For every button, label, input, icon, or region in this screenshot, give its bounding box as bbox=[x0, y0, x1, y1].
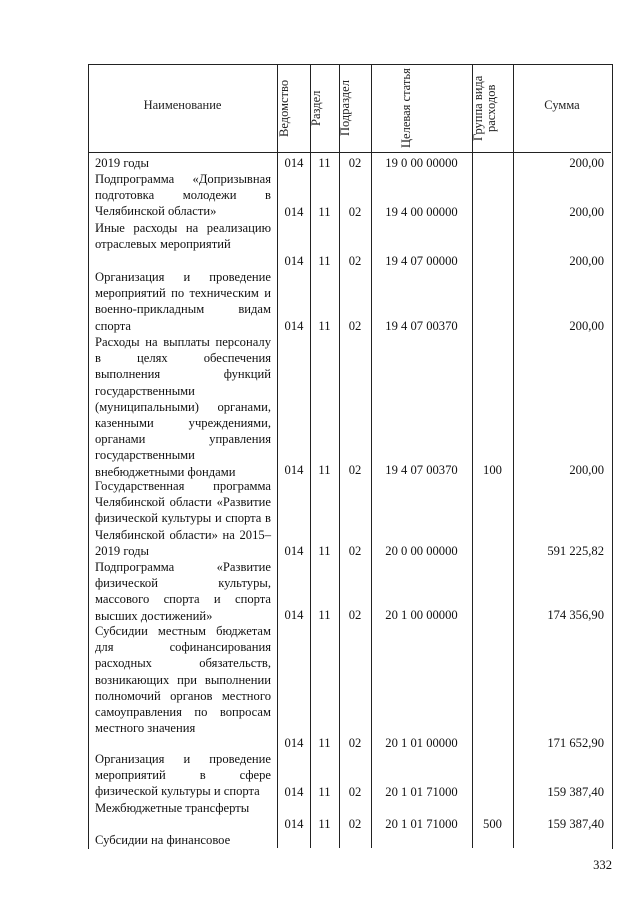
row-podrazdel: 02 bbox=[348, 608, 362, 622]
row-podrazdel: 02 bbox=[348, 254, 362, 268]
row-podrazdel: 02 bbox=[348, 736, 362, 750]
header-gruppa-vida-raskhodov: Группа вида расходов bbox=[471, 75, 498, 141]
row-name: Государственная программа Челябинской области «Развитие физической культуры и спорта в Челябинской области» на 2015–2019 годы bbox=[95, 479, 271, 558]
row-razdel: 11 bbox=[318, 817, 331, 831]
row-vedomstvo: 014 bbox=[284, 544, 304, 558]
row-razdel: 11 bbox=[318, 736, 331, 750]
row-celevaya-statya: 19 4 07 00370 bbox=[385, 463, 458, 477]
row-vedomstvo: 014 bbox=[284, 254, 304, 268]
header-summa: Сумма bbox=[544, 98, 580, 112]
header-celevaya-statya: Целевая статья bbox=[399, 68, 413, 148]
row-summa: 174 356,90 bbox=[547, 608, 604, 622]
row-gruppa: 100 bbox=[483, 463, 502, 477]
column-divider bbox=[339, 64, 340, 848]
row-vedomstvo: 014 bbox=[284, 205, 304, 219]
row-name: Иные расходы на реализацию отраслевых мероприятий bbox=[95, 221, 271, 252]
row-celevaya-statya: 20 1 00 00000 bbox=[385, 608, 458, 622]
row-name: Организация и проведение мероприятий в сфере физической культуры и спорта bbox=[95, 752, 271, 799]
row-summa: 159 387,40 bbox=[547, 817, 604, 831]
row-podrazdel: 02 bbox=[348, 319, 362, 333]
column-divider bbox=[277, 64, 278, 848]
row-summa: 171 652,90 bbox=[547, 736, 604, 750]
row-podrazdel: 02 bbox=[348, 817, 362, 831]
row-summa: 591 225,82 bbox=[547, 544, 604, 558]
header-razdel: Раздел bbox=[309, 90, 323, 126]
row-razdel: 11 bbox=[318, 608, 331, 622]
row-vedomstvo: 014 bbox=[284, 785, 304, 799]
row-gruppa: 500 bbox=[483, 817, 502, 831]
row-razdel: 11 bbox=[318, 205, 331, 219]
row-celevaya-statya: 20 1 01 71000 bbox=[385, 785, 458, 799]
column-divider bbox=[513, 64, 514, 848]
row-celevaya-statya: 19 4 07 00000 bbox=[385, 254, 458, 268]
column-divider bbox=[310, 64, 311, 848]
row-razdel: 11 bbox=[318, 319, 331, 333]
row-razdel: 11 bbox=[318, 254, 331, 268]
row-vedomstvo: 014 bbox=[284, 319, 304, 333]
row-celevaya-statya: 19 4 07 00370 bbox=[385, 319, 458, 333]
header-name: Наименование bbox=[143, 98, 222, 112]
row-celevaya-statya: 19 4 00 00000 bbox=[385, 205, 458, 219]
row-vedomstvo: 014 bbox=[284, 736, 304, 750]
row-razdel: 11 bbox=[318, 463, 331, 477]
row-summa: 200,00 bbox=[569, 205, 604, 219]
row-summa: 200,00 bbox=[569, 319, 604, 333]
row-name: Субсидии на финансовое bbox=[95, 833, 231, 847]
row-name: Подпрограмма «Развитие физической культуры, массового спорта и спорта высших достижений» bbox=[95, 560, 271, 623]
page-number: 332 bbox=[593, 858, 612, 872]
row-razdel: 11 bbox=[318, 544, 331, 558]
row-name: 2019 годы bbox=[95, 156, 149, 170]
row-podrazdel: 02 bbox=[348, 785, 362, 799]
row-vedomstvo: 014 bbox=[284, 463, 304, 477]
row-name: Межбюджетные трансферты bbox=[95, 801, 250, 815]
row-name: Подпрограмма «Допризывная подготовка молодежи в Челябинской области» bbox=[95, 172, 271, 219]
row-summa: 159 387,40 bbox=[547, 785, 604, 799]
row-name: Субсидии местным бюджетам для софинансирования расходных обязательств, возникающих при выполнении полномочий органов местного самоуправления по вопросам местного значения bbox=[95, 624, 271, 736]
row-vedomstvo: 014 bbox=[284, 817, 304, 831]
row-summa: 200,00 bbox=[569, 463, 604, 477]
row-podrazdel: 02 bbox=[348, 544, 362, 558]
row-razdel: 11 bbox=[318, 156, 331, 170]
row-celevaya-statya: 20 1 01 00000 bbox=[385, 736, 458, 750]
row-razdel: 11 bbox=[318, 785, 331, 799]
row-celevaya-statya: 19 0 00 00000 bbox=[385, 156, 458, 170]
row-vedomstvo: 014 bbox=[284, 156, 304, 170]
row-podrazdel: 02 bbox=[348, 463, 362, 477]
row-celevaya-statya: 20 1 01 71000 bbox=[385, 817, 458, 831]
row-summa: 200,00 bbox=[569, 156, 604, 170]
column-divider bbox=[371, 64, 372, 848]
row-summa: 200,00 bbox=[569, 254, 604, 268]
row-vedomstvo: 014 bbox=[284, 608, 304, 622]
header-vedomstvo: Ведомство bbox=[277, 79, 291, 137]
row-celevaya-statya: 20 0 00 00000 bbox=[385, 544, 458, 558]
row-name: Организация и проведение мероприятий по техническим и военно-прикладным видам спорта bbox=[95, 270, 271, 333]
header-divider bbox=[88, 152, 611, 153]
row-podrazdel: 02 bbox=[348, 156, 362, 170]
row-podrazdel: 02 bbox=[348, 205, 362, 219]
column-divider bbox=[472, 64, 473, 848]
row-name: Расходы на выплаты персоналу в целях обеспечения выполнения функций государственными (муниципальными) органами, казенными учреждениями, органами управления государственными внебюджетными фондами bbox=[95, 335, 271, 479]
header-podrazdel: Подраздел bbox=[338, 80, 352, 136]
